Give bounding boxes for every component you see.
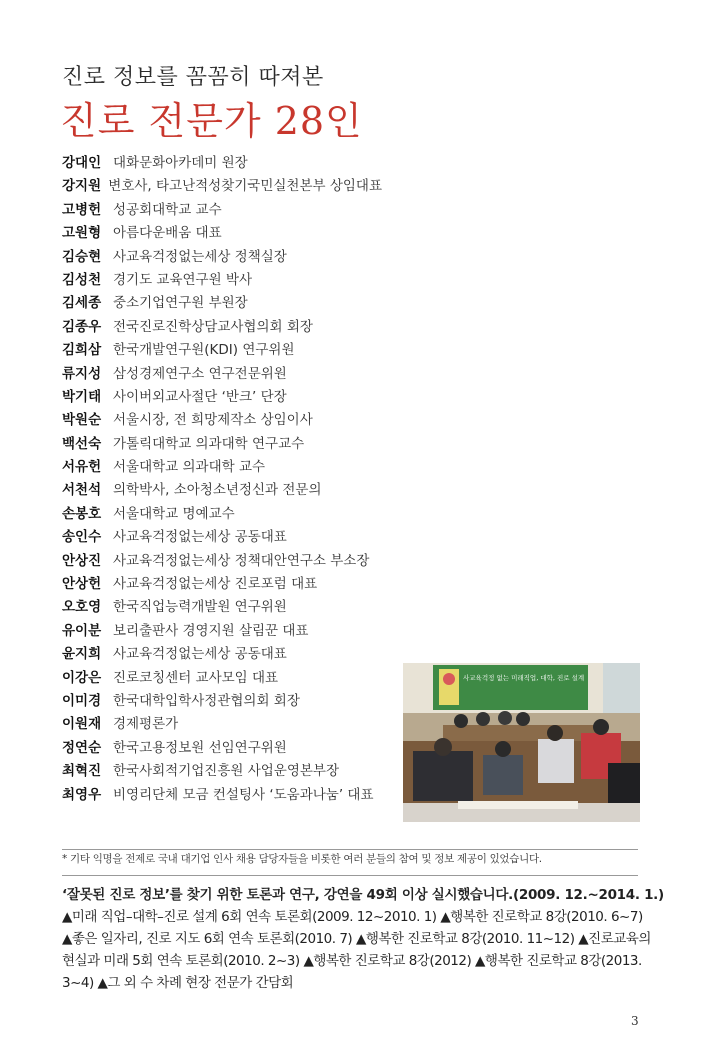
expert-name: 김성천: [62, 271, 102, 288]
expert-name: 유이분: [62, 622, 102, 639]
expert-row: [62, 269, 382, 292]
expert-row: [62, 409, 382, 432]
page-subtitle: 진로 정보를 꼼꼼히 따져본: [62, 65, 324, 90]
expert-row: [62, 222, 382, 245]
expert-name: 김승현: [62, 248, 102, 265]
expert-row: [62, 550, 382, 573]
expert-name: 이강은: [62, 669, 102, 686]
expert-name: 최혁진: [62, 763, 102, 780]
expert-role: 한국고용정보원 선임연구위원: [113, 739, 287, 756]
expert-role: 사교육걱정없는세상 진로포럼 대표: [113, 576, 318, 593]
expert-role: 서울시장, 전 희망제작소 상임이사: [113, 412, 313, 429]
expert-name: 송인수: [62, 529, 102, 546]
expert-row: [62, 363, 382, 386]
expert-role: 대화문화아카데미 원장: [113, 155, 248, 171]
expert-role: 의학박사, 소아청소년정신과 전문의: [113, 482, 322, 499]
expert-role: 변호사, 타고난적성찾기국민실천본부 상임대표: [108, 178, 382, 195]
expert-row: [62, 199, 382, 222]
expert-name: 김세종: [62, 295, 102, 312]
footnote: * 기타 익명을 전제로 국내 대기업 인사 채용 담당자들을 비롯한 여러 분들의 참여 및 정보 제공이 있었습니다.: [62, 853, 542, 865]
page-number: 3: [631, 1014, 639, 1028]
expert-row: [62, 339, 382, 362]
expert-row: [62, 175, 382, 198]
expert-role: 경제평론가: [113, 716, 179, 733]
expert-row: [62, 760, 382, 783]
expert-name: 서유헌: [62, 459, 102, 476]
expert-role: 한국직업능력개발원 연구위원: [113, 599, 287, 616]
expert-name: 박원순: [62, 412, 102, 429]
expert-role: 보리출판사 경영지원 살림꾼 대표: [113, 622, 309, 639]
expert-name: 최영우: [62, 786, 102, 803]
forum-photo: [403, 663, 640, 822]
expert-name: 고병헌: [62, 201, 102, 218]
expert-role: 중소기업연구원 부원장: [113, 295, 248, 312]
expert-role: 가톨릭대학교 의과대학 연구교수: [113, 435, 305, 452]
expert-name: 고원형: [62, 225, 102, 242]
expert-row: [62, 667, 382, 690]
expert-name: 이원재: [62, 716, 102, 733]
expert-role: 비영리단체 모금 컨설팅사 ‘도움과나눔’ 대표: [113, 786, 374, 803]
expert-row: [62, 784, 382, 807]
expert-role: 한국사회적기업진흥원 사업운영본부장: [113, 763, 339, 780]
expert-row: [62, 713, 382, 736]
expert-role: 사교육걱정없는세상 공동대표: [113, 529, 287, 546]
expert-row: [62, 292, 382, 315]
expert-row: [62, 526, 382, 549]
expert-role: 사교육걱정없는세상 정책실장: [113, 248, 287, 265]
summary-line: ▲미래 직업–대학–진로 설계 6회 연속 토론회(2009. 12~2010. 1) ▲행복한 진로학교 8강(2010. 6~7): [62, 909, 643, 925]
expert-row: [62, 690, 382, 713]
expert-name: 이미경: [62, 692, 102, 709]
expert-role: 진로코칭센터 교사모임 대표: [113, 669, 279, 686]
expert-row: [62, 737, 382, 760]
expert-row: [62, 503, 382, 526]
expert-row: [62, 433, 382, 456]
expert-role: 한국개발연구원(KDI) 연구위원: [113, 342, 295, 359]
expert-role: 한국대학입학사정관협의회 회장: [113, 692, 300, 709]
summary-block: [62, 884, 664, 994]
summary-line: ▲좋은 일자리, 진로 지도 6회 연속 토론회(2010. 7) ▲행복한 진로학교 8강(2010. 11~12) ▲진로교육의: [62, 931, 651, 947]
expert-name: 박기태: [62, 388, 102, 405]
expert-name: 김종우: [62, 318, 102, 335]
expert-role: 서울대학교 의과대학 교수: [113, 459, 266, 476]
expert-role: 경기도 교육연구원 박사: [113, 271, 252, 288]
expert-role: 성공회대학교 교수: [113, 201, 222, 218]
expert-row: [62, 596, 382, 619]
expert-row: [62, 386, 382, 409]
expert-name: 오호영: [62, 599, 102, 616]
expert-role: 사이버외교사절단 ‘반크’ 단장: [113, 388, 287, 405]
expert-row: [62, 246, 382, 269]
expert-name: 류지성: [62, 365, 102, 382]
expert-role: 전국진로진학상담교사협의회 회장: [113, 318, 313, 335]
expert-row: [62, 573, 382, 596]
expert-name: 윤지희: [62, 646, 102, 663]
expert-name: 정연순: [62, 739, 102, 756]
expert-row: [62, 316, 382, 339]
expert-role: 사교육걱정없는세상 정책대안연구소 부소장: [113, 552, 370, 569]
expert-row: [62, 643, 382, 666]
expert-name: 강지원: [62, 178, 102, 195]
expert-row: [62, 479, 382, 502]
footnote-divider: [62, 875, 638, 876]
expert-row: [62, 152, 382, 175]
expert-role: 아름다운배움 대표: [113, 225, 222, 242]
expert-name: 김희삼: [62, 342, 102, 359]
expert-row: [62, 456, 382, 479]
expert-role: 삼성경제연구소 연구전문위원: [113, 365, 287, 382]
summary-line: 현실과 미래 5회 연속 토론회(2010. 2~3) ▲행복한 진로학교 8강(2012) ▲행복한 진로학교 8강(2013.: [62, 953, 642, 969]
expert-name: 안상헌: [62, 576, 102, 593]
summary-line: 3~4) ▲그 외 수 차례 현장 전문가 간담회: [62, 975, 294, 991]
expert-role: 사교육걱정없는세상 공동대표: [113, 646, 287, 663]
expert-list: [62, 152, 382, 807]
expert-name: 서천석: [62, 482, 102, 499]
expert-row: [62, 620, 382, 643]
expert-name: 손봉호: [62, 505, 102, 522]
expert-name: 강대인: [62, 155, 102, 171]
summary-headline: ‘잘못된 진로 정보’를 찾기 위한 토론과 연구, 강연을 49회 이상 실시했습니다.(2009. 12.~2014. 1.): [62, 887, 664, 903]
expert-role: 서울대학교 명예교수: [113, 505, 235, 522]
expert-name: 백선숙: [62, 435, 102, 452]
list-divider: [62, 849, 638, 850]
page-title: 진로 전문가 28인: [60, 99, 363, 143]
expert-name: 안상진: [62, 552, 102, 569]
banner-text: 사교육걱정 없는 미래직업, 대학, 진로 설계: [463, 674, 585, 682]
